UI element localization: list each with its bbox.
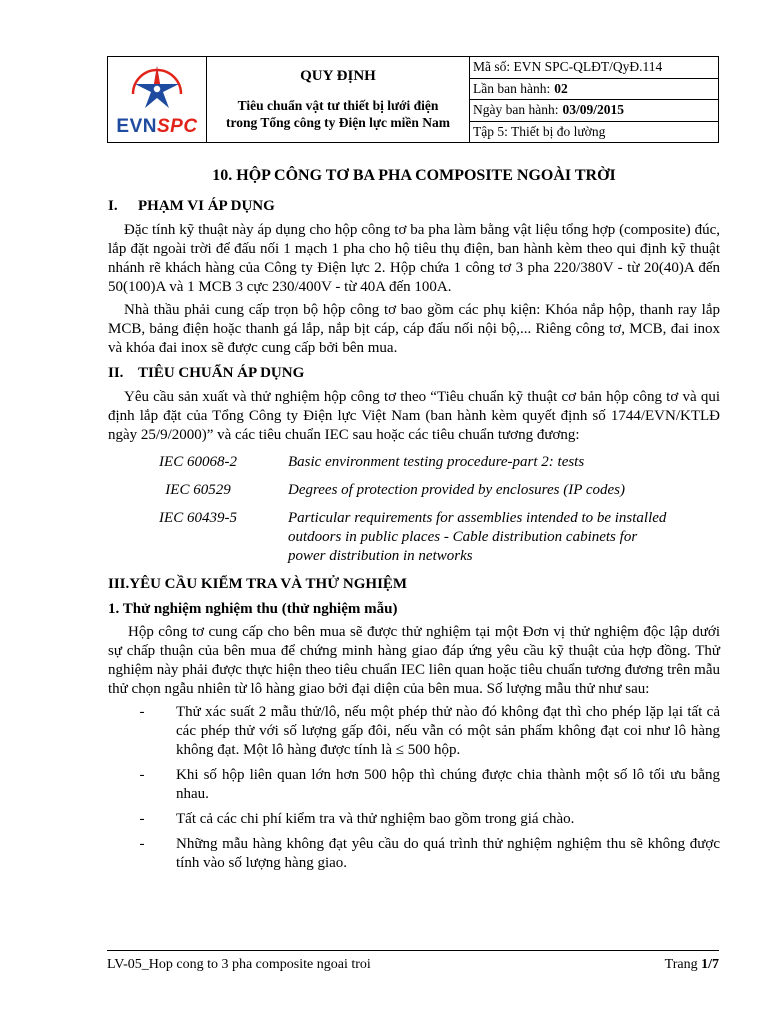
standard-row: IEC 60439-5 Particular requirements for assemblies intended to be installed outdoors in public places - Cable distribution cabinets for power distribution in networks [159,510,667,564]
evn-logo-icon [127,62,187,114]
testing-paragraph: Hộp công tơ cung cấp cho bên mua sẽ được thử nghiệm tại một Đơn vị thử nghiệm độc lập dưới sự chấp thuận của bên mua để chứng minh hàng giao đáp ứng yêu cầu kỹ thuật của hợp đồng. Thử nghiệm này phải được thực hiện theo tiêu chuẩn IEC liên quan hoặc tiêu chuẩn tương đương trên mẫu thử chọn ngẫu nhiên từ lô hàng giao bởi đại diện của bên mua. Số lượng mẫu thử như sau: [108,624,720,697]
standards-list [108,453,720,566]
scope-paragraph-1: Đặc tính kỹ thuật này áp dụng cho hộp công tơ ba pha làm bằng vật liệu tổng hợp (composite) đúc, lắp đặt ngoài trời để đấu nối 1 mạch 1 pha cho hộ tiêu thụ điện, ban hành kèm theo qui định kỹ thuật nhánh rẽ khách hàng của Công ty Điện lực 2. Hộp chứa 1 công tơ 3 pha 220/380V - từ 20(40)A đến 50(100)A và 1 MCB 3 cực 230/400V - từ 40A đến 100A. [108,222,720,295]
header-info-cell [470,57,718,142]
list-item: - Khi số hộp liên quan lớn hơn 500 hộp thì chúng được chia thành một số lô tối ưu bằng nhau. [139,767,720,802]
document-body [108,166,720,879]
doc-edition: Lần ban hành: 02 [470,79,718,101]
testing-bullets [108,703,720,873]
standard-row: IEC 60068-2 Basic environment testing procedure-part 2: tests [159,454,585,470]
standards-paragraph: Yêu cầu sản xuất và thử nghiệm hộp công tơ theo “Tiêu chuẩn kỹ thuật cơ bản hộp công tơ và qui định lắp đặt của Tổng Công ty Điện lực Việt Nam (ban hành kèm quyết định số 1744/EVN/KTLĐ ngày 25/9/2000)” và các tiêu chuẩn IEC sau hoặc các tiêu chuẩn tương đương: [108,389,720,443]
scope-paragraph-2: Nhà thầu phải cung cấp trọn bộ hộp công tơ bao gồm các phụ kiện: Khóa nắp hộp, thanh ray lắp MCB, bảng điện hoặc thanh gá lắp, nắp bịt cáp, cáp đấu nối nội bộ,... Riêng công tơ, MCB, đai inox và khóa đai inox sẽ được cung cấp bởi bên mua. [108,302,720,356]
subsection-heading-acceptance-test: 1. Thử nghiệm nghiệm thu (thử nghiệm mẫu) [108,601,398,617]
footer-file-name: LV-05_Hop cong to 3 pha composite ngoai troi [107,957,371,972]
footer-page-number: Trang 1/7 [664,957,719,972]
header-subtitle-line2: trong Tổng công ty Điện lực miền Nam [226,115,450,130]
list-item: - Những mẫu hàng không đạt yêu cầu do quá trình thử nghiệm nghiệm thu sẽ không được tính vào số lượng hàng giao. [139,836,720,871]
list-item: - Thử xác suất 2 mẫu thử/lô, nếu một phép thử nào đó không đạt thì cho phép lặp lại tất cả các phép thử với số lượng gấp đôi, nếu vẫn có một sản phẩm không đạt coi như lô hàng không đạt. Một lô hàng được tính là ≤ 500 hộp. [139,704,720,758]
document-title: 10. HỘP CÔNG TƠ BA PHA COMPOSITE NGOÀI TRỜI [212,167,616,184]
doc-date: Ngày ban hành: 03/09/2015 [470,100,718,122]
document-footer [107,950,719,973]
evn-logo-text: EVNSPC [116,115,198,137]
header-subtitle-line1: Tiêu chuẩn vật tư thiết bị lưới điện [237,98,439,113]
document-header [107,56,719,143]
logo-cell [108,57,207,142]
doc-code: Mã số: EVN SPC-QLĐT/QyĐ.114 [470,57,718,79]
standard-row: IEC 60529 Degrees of protection provided by enclosures (IP codes) [165,482,625,498]
list-item: - Tất cả các chi phí kiểm tra và thử nghiệm bao gồm trong giá chào. [139,811,575,827]
header-title-cell [207,57,470,142]
doc-volume: Tập 5: Thiết bị đo lường [473,123,606,139]
header-title: QUY ĐỊNH [300,68,376,84]
section-heading-scope: I. PHẠM VI ÁP DỤNG [108,198,275,214]
section-heading-standards: II. TIÊU CHUẨN ÁP DỤNG [108,365,305,381]
section-heading-testing: III. YÊU CẦU KIỂM TRA VÀ THỬ NGHIỆM [108,576,408,592]
